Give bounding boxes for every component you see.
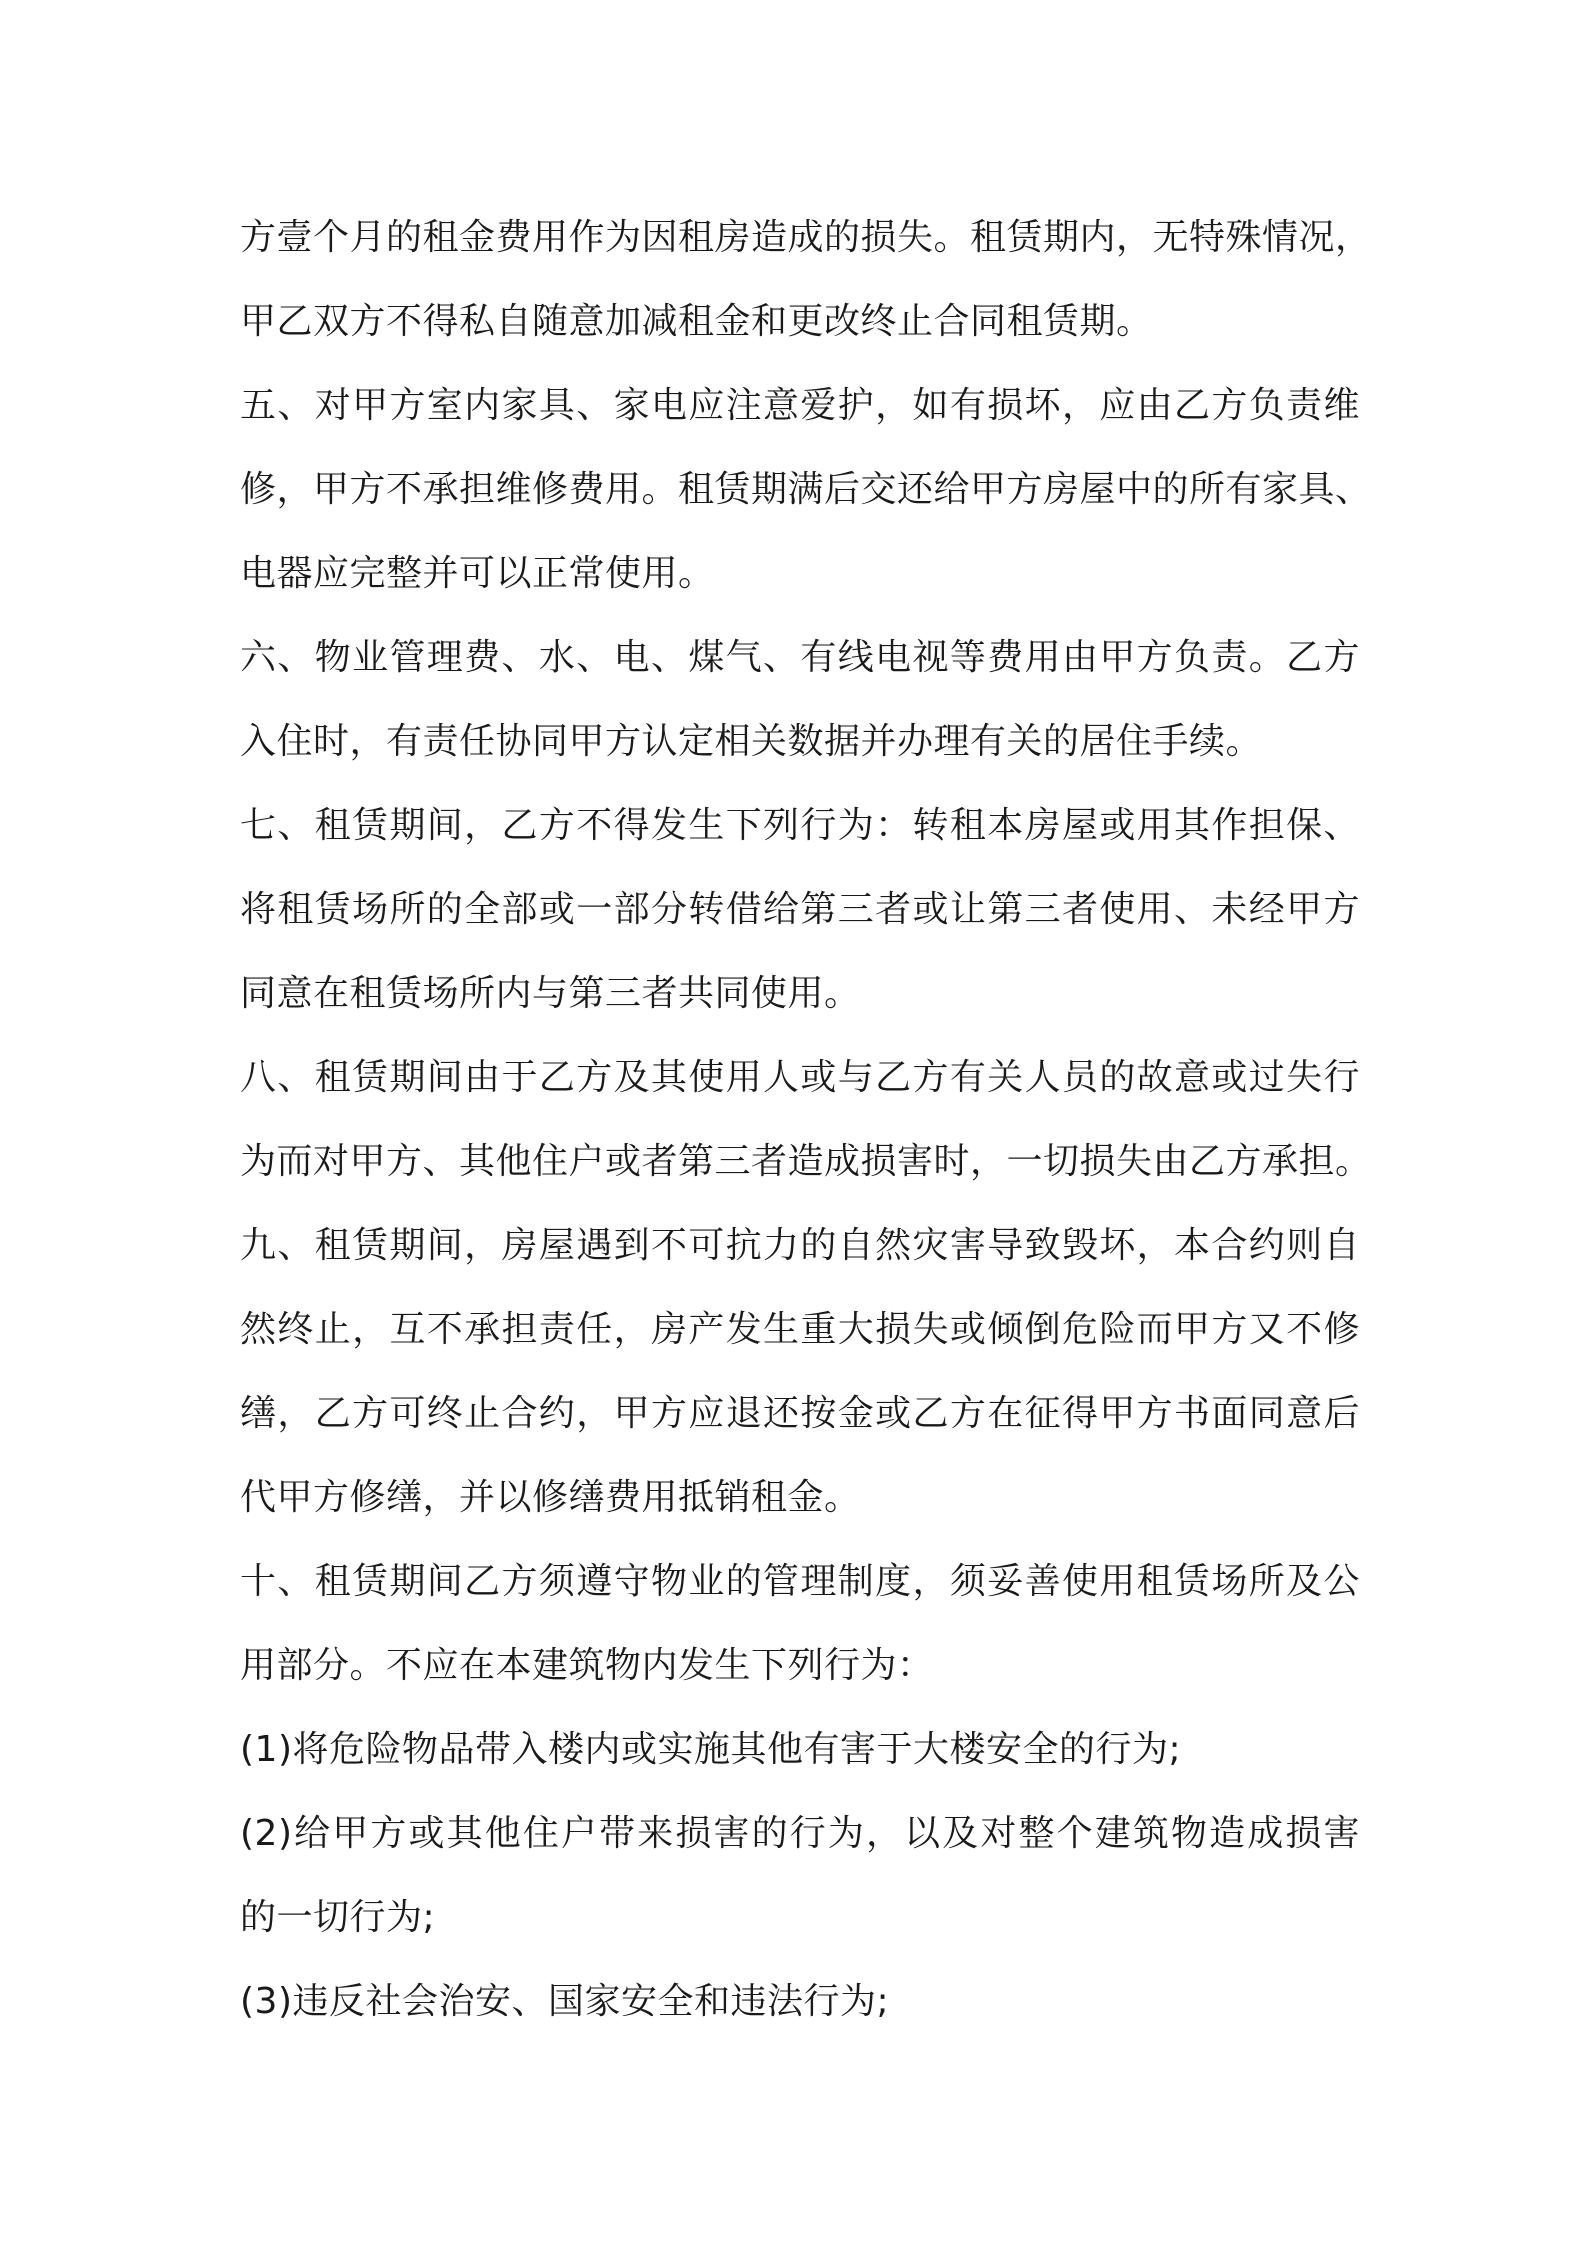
text-line: 的一切行为; xyxy=(240,1897,436,1938)
text-line: 代甲方修缮，并以修缮费用抵销租金。 xyxy=(240,1477,861,1518)
text-line: (1)将危险物品带入楼内或实施其他有害于大楼安全的行为; xyxy=(240,1729,1182,1770)
text-line: 九、租赁期间，房屋遇到不可抗力的自然灾害导致毁坏，本合约则自 xyxy=(240,1225,1360,1266)
document-body xyxy=(240,196,1372,2044)
text-line: (2)给甲方或其他住户带来损害的行为，以及对整个建筑物造成损害 xyxy=(240,1813,1360,1854)
text-line: 七、租赁期间，乙方不得发生下列行为：转租本房屋或用其作担保、 xyxy=(240,805,1360,846)
text-line: 甲乙双方不得私自随意加减租金和更改终止合同租赁期。 xyxy=(240,301,1153,342)
text-line: 六、物业管理费、水、电、煤气、有线电视等费用由甲方负责。乙方 xyxy=(240,637,1360,678)
text-line: 方壹个月的租金费用作为因租房造成的损失。租赁期内，无特殊情况， xyxy=(240,217,1372,258)
text-line: 电器应完整并可以正常使用。 xyxy=(240,553,715,594)
text-line: 为而对甲方、其他住户或者第三者造成损害时，一切损失由乙方承担。 xyxy=(240,1141,1372,1182)
text-line: (3)违反社会治安、国家安全和违法行为; xyxy=(240,1981,890,2022)
text-line: 将租赁场所的全部或一部分转借给第三者或让第三者使用、未经甲方 xyxy=(240,889,1360,930)
text-line: 然终止，互不承担责任，房产发生重大损失或倾倒危险而甲方又不修 xyxy=(240,1309,1360,1350)
text-line: 同意在租赁场所内与第三者共同使用。 xyxy=(240,973,861,1014)
text-line: 十、租赁期间乙方须遵守物业的管理制度，须妥善使用租赁场所及公 xyxy=(240,1561,1360,1602)
text-line: 修，甲方不承担维修费用。租赁期满后交还给甲方房屋中的所有家具、 xyxy=(240,469,1372,510)
text-line: 缮，乙方可终止合约，甲方应退还按金或乙方在征得甲方书面同意后 xyxy=(240,1393,1360,1434)
text-line: 入住时，有责任协同甲方认定相关数据并办理有关的居住手续。 xyxy=(240,721,1263,762)
text-line: 五、对甲方室内家具、家电应注意爱护，如有损坏，应由乙方负责维 xyxy=(240,385,1360,426)
text-line: 八、租赁期间由于乙方及其使用人或与乙方有关人员的故意或过失行 xyxy=(240,1057,1360,1098)
text-line: 用部分。不应在本建筑物内发生下列行为： xyxy=(240,1645,934,1686)
